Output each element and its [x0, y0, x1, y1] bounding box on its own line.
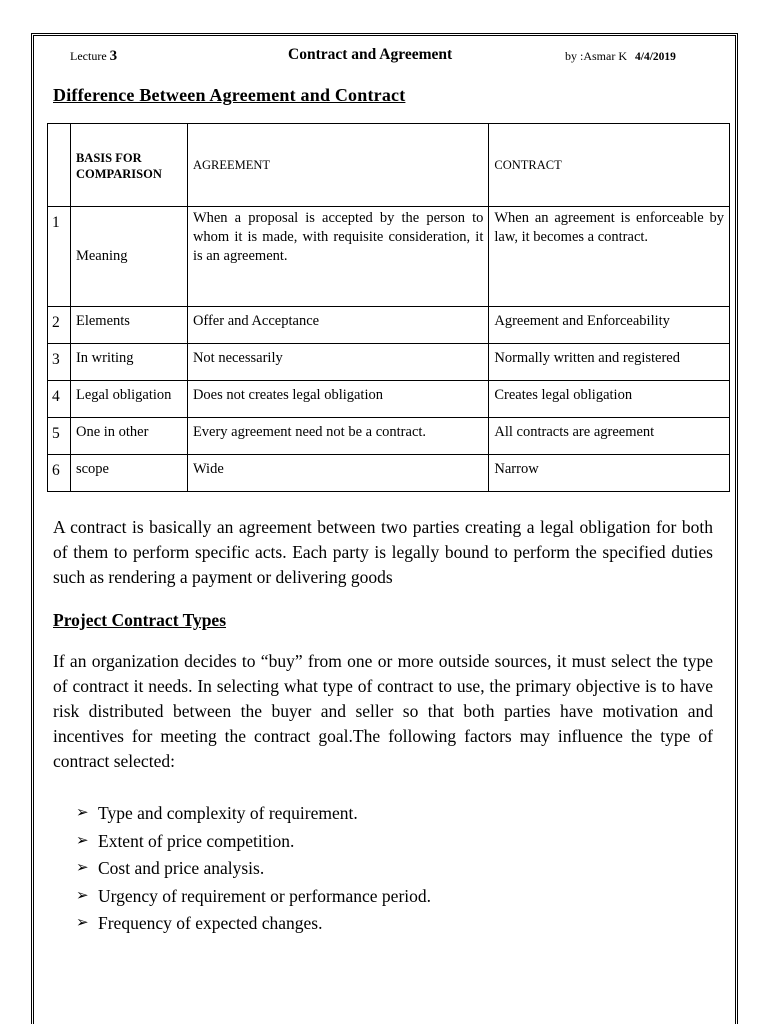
row-contract: Agreement and Enforceability: [489, 307, 730, 344]
row-basis: Elements: [70, 307, 187, 344]
row-contract: Narrow: [489, 455, 730, 492]
list-item: [76, 828, 431, 856]
comparison-table: [47, 123, 730, 492]
table-row: [48, 381, 730, 418]
factor-text: Extent of price competition.: [98, 830, 295, 851]
factor-text: Urgency of requirement or performance period.: [98, 885, 432, 906]
list-item: [76, 800, 431, 828]
row-basis: Legal obligation: [70, 381, 187, 418]
arrow-bullet-icon: ➢: [76, 805, 89, 821]
row-number: 5: [48, 418, 71, 455]
section-heading-difference: Difference Between Agreement and Contract: [53, 85, 406, 105]
table-row: [48, 207, 730, 307]
row-basis: Meaning: [70, 207, 187, 307]
row-agreement: When a proposal is accepted by the person to whom it is made, with requisite consideration, it is an agreement.: [187, 207, 488, 307]
row-contract: When an agreement is enforceable by law, it becomes a contract.: [489, 207, 730, 307]
row-number: 4: [48, 381, 71, 418]
author-line: [565, 49, 676, 64]
arrow-bullet-icon: ➢: [76, 915, 89, 931]
table-row: [48, 418, 730, 455]
factors-list: [76, 800, 431, 938]
row-basis: scope: [70, 455, 187, 492]
row-agreement: Wide: [187, 455, 488, 492]
lecture-number: 3: [109, 48, 118, 64]
header-agreement-cell: AGREEMENT: [187, 124, 488, 207]
author-name: by :Asmar K: [565, 49, 627, 63]
row-basis: In writing: [70, 344, 187, 381]
document-date: 4/4/2019: [635, 51, 676, 63]
row-agreement: Every agreement need not be a contract.: [187, 418, 488, 455]
row-number: 6: [48, 455, 71, 492]
row-agreement: Not necessarily: [187, 344, 488, 381]
table-row: [48, 307, 730, 344]
row-contract: Creates legal obligation: [489, 381, 730, 418]
row-number: 2: [48, 307, 71, 344]
list-item: [76, 855, 431, 883]
row-agreement: Offer and Acceptance: [187, 307, 488, 344]
header-contract-cell: CONTRACT: [489, 124, 730, 207]
arrow-bullet-icon: ➢: [76, 887, 89, 904]
section-heading-contract-types: Project Contract Types: [53, 610, 227, 630]
header-basis-cell: BASIS FOR COMPARISON: [70, 124, 187, 207]
lecture-label: Lecture 3: [70, 48, 118, 64]
arrow-bullet-icon: ➢: [76, 860, 89, 876]
row-number: 3: [48, 344, 71, 381]
factor-text: Type and complexity of requirement.: [98, 803, 358, 823]
row-basis: One in other: [70, 418, 187, 455]
row-contract: Normally written and registered: [489, 344, 730, 381]
table-header-row: [48, 124, 730, 207]
header-num-cell: [48, 124, 71, 207]
contract-types-paragraph: If an organization decides to “buy” from one or more outside sources, it must select the type of contract it needs. In selecting what type of contract to use, the primary objective is to have risk distributed between the buyer and seller so that both parties have motivation and incentives for meeting the contract goal.The following factors may influence the type of contract selected:: [53, 651, 713, 771]
factor-text: Frequency of expected changes.: [98, 913, 323, 933]
table-row: [48, 455, 730, 492]
contract-definition-paragraph: A contract is basically an agreement between two parties creating a legal obligation for both of them to perform specific acts. Each party is legally bound to perform the specified duties such as rendering a payment or delivering goods: [53, 517, 713, 587]
page-header: [70, 46, 710, 68]
list-item: [76, 910, 431, 938]
row-agreement: Does not creates legal obligation: [187, 381, 488, 418]
row-contract: All contracts are agreement: [489, 418, 730, 455]
document-title: Contract and Agreement: [288, 46, 453, 63]
table-row: [48, 344, 730, 381]
row-number: 1: [48, 207, 71, 307]
list-item: [76, 883, 431, 911]
arrow-bullet-icon: ➢: [76, 832, 89, 849]
factor-text: Cost and price analysis.: [98, 858, 265, 878]
